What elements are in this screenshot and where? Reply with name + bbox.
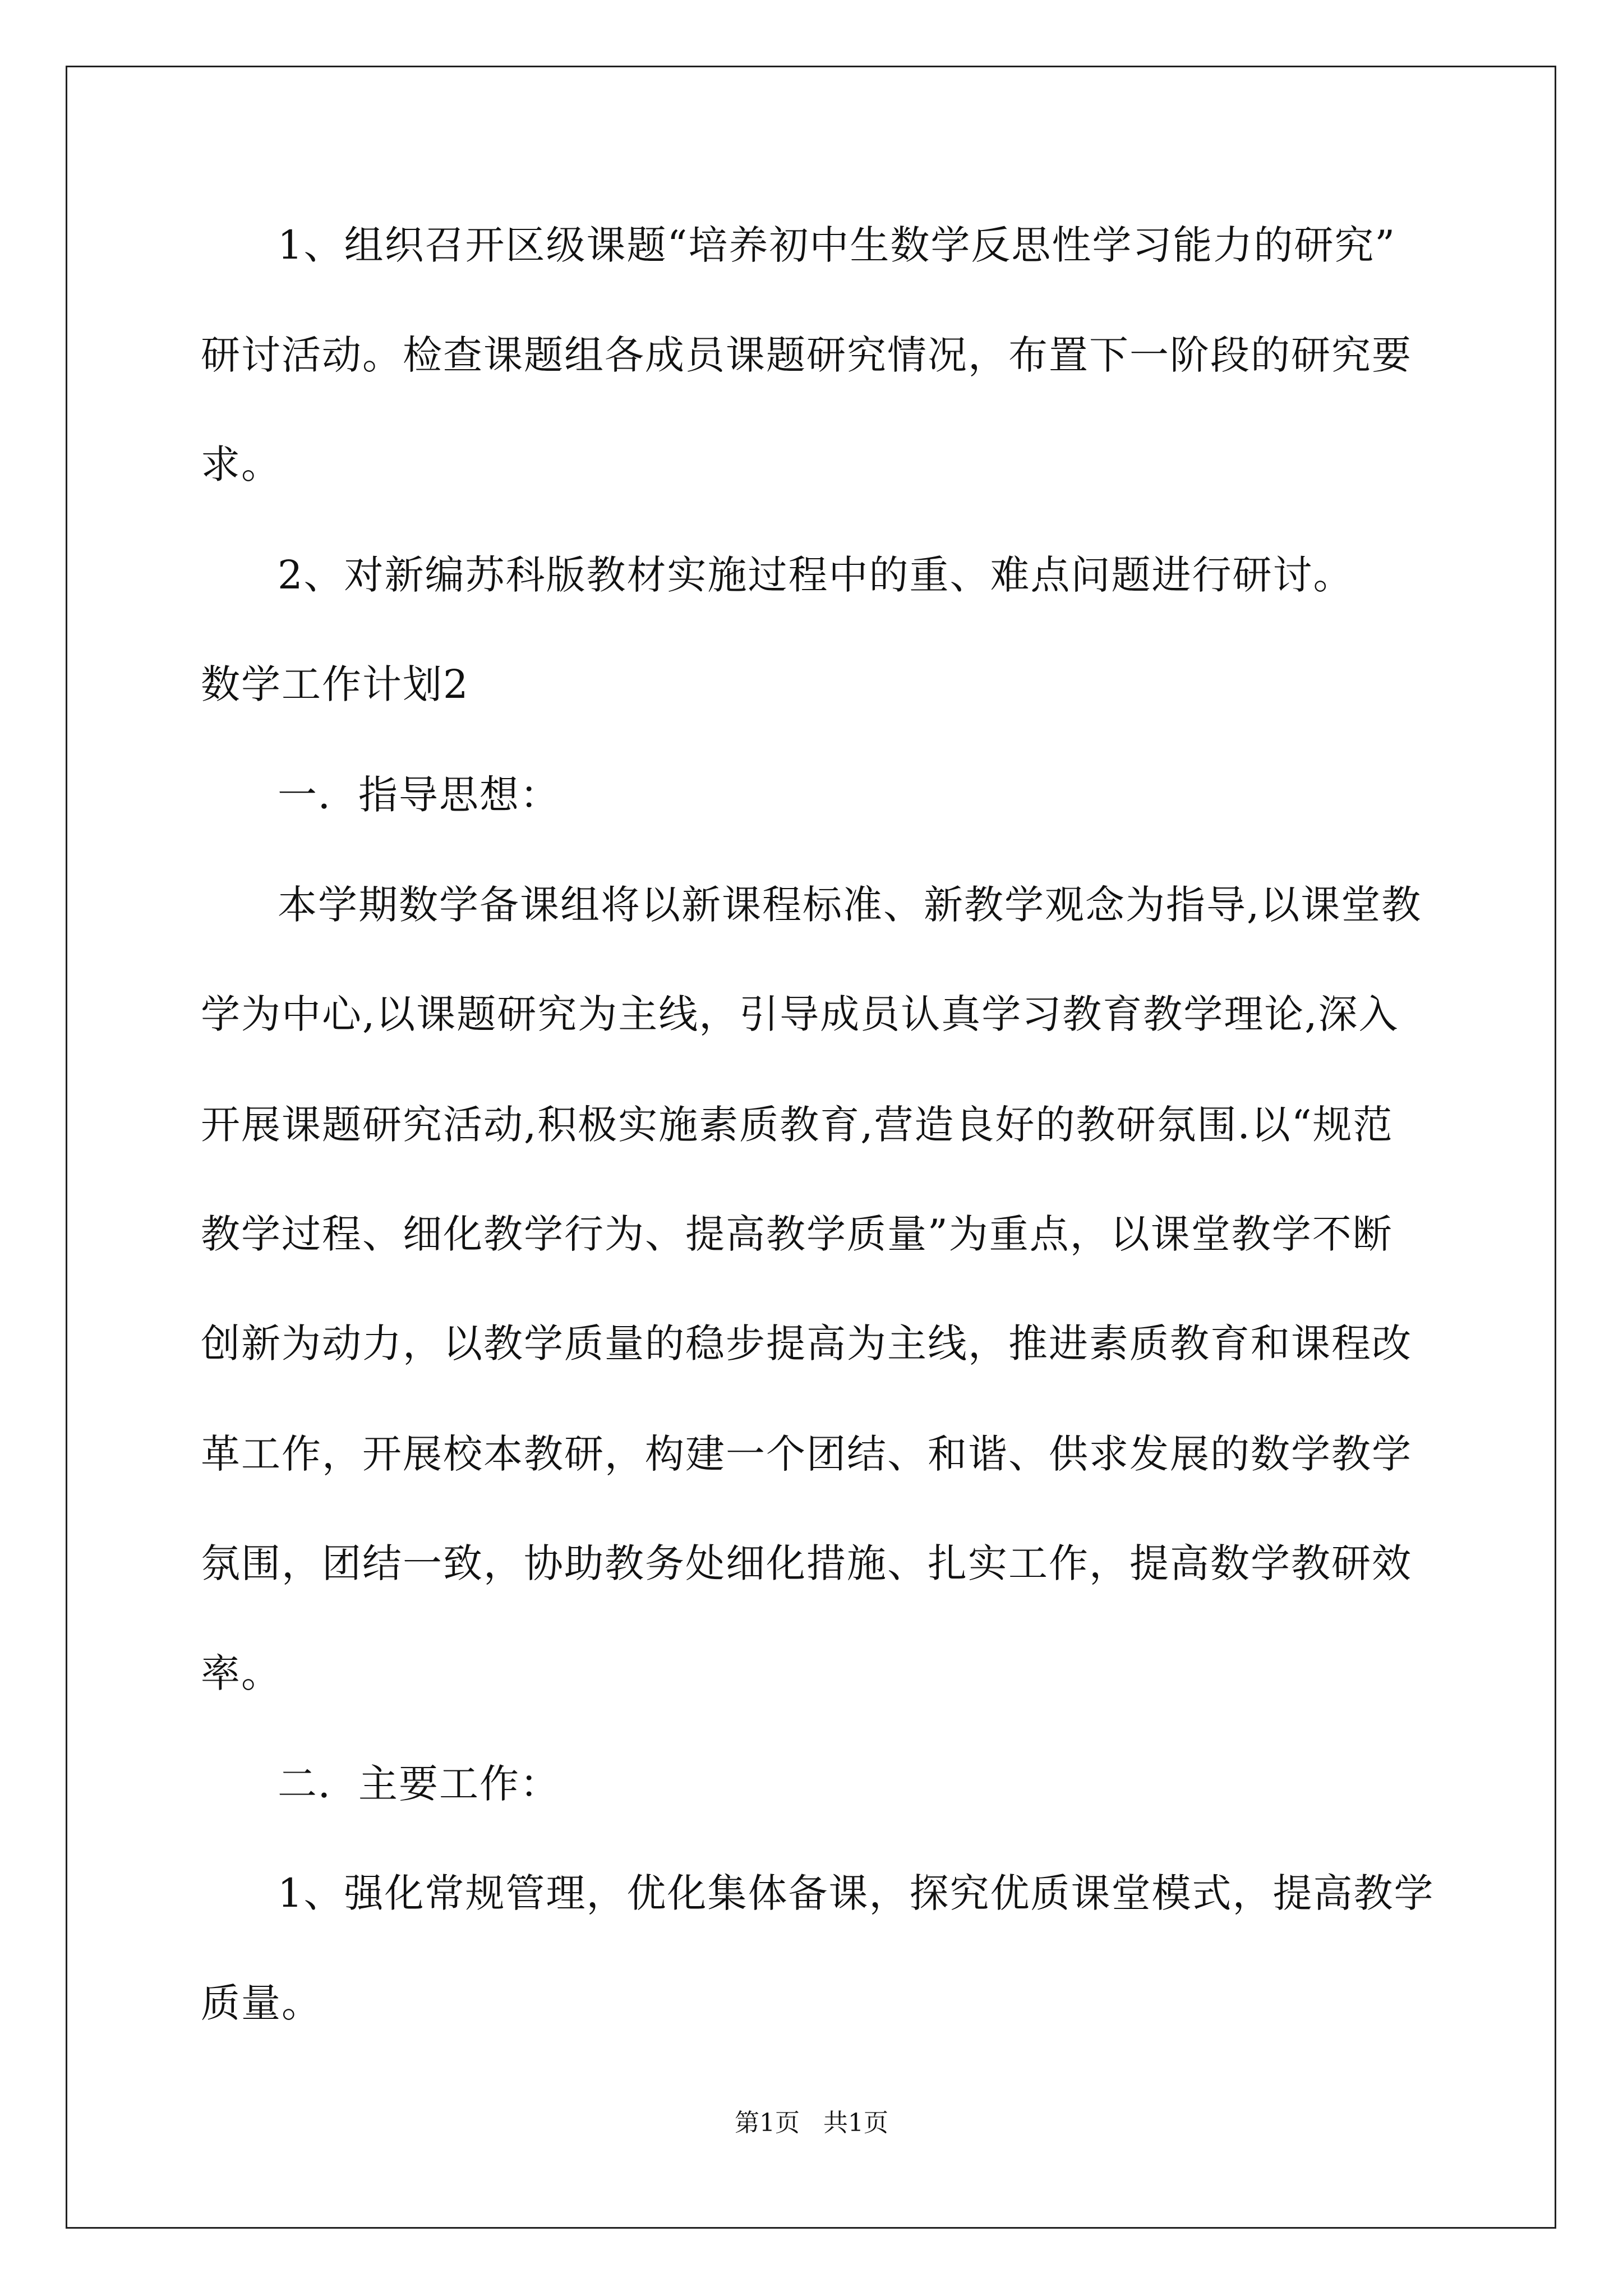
paragraph-line: 教学过程、细化教学行为、提高教学质量”为重点，以课堂教学不断 xyxy=(201,1211,1393,1257)
paragraph-line: 氛围，团结一致，协助教务处细化措施、扎实工作，提高数学教研效 xyxy=(201,1540,1412,1586)
section-heading: 一．指导思想： xyxy=(278,772,560,818)
paragraph-line: 质量。 xyxy=(201,1980,322,2026)
paragraph-line: 革工作，开展校本教研，构建一个团结、和谐、供求发展的数学教学 xyxy=(201,1431,1412,1477)
paragraph-line: 开展课题研究活动,积极实施素质教育,营造良好的教研氛围.以“规范 xyxy=(201,1102,1394,1148)
paragraph-line: 创新为动力，以教学质量的稳步提高为主线，推进素质教育和课程改 xyxy=(201,1320,1412,1366)
paragraph-line: 求。 xyxy=(201,441,282,487)
paragraph-line: 1、强化常规管理，优化集体备课，探究优质课堂模式，提高教学 xyxy=(278,1870,1435,1916)
paragraph-line: 率。 xyxy=(201,1650,282,1696)
paragraph-line: 1、组织召开区级课题“培养初中生数学反思性学习能力的研究” xyxy=(278,222,1396,268)
section-title: 数学工作计划2 xyxy=(201,661,469,707)
paragraph-line: 研讨活动。检查课题组各成员课题研究情况，布置下一阶段的研究要 xyxy=(201,332,1412,378)
page-number: 第1页 共1页 xyxy=(735,2109,888,2137)
paragraph-line: 本学期数学备课组将以新课程标准、新教学观念为指导,以课堂教 xyxy=(278,882,1422,928)
paragraph-line: 2、对新编苏科版教材实施过程中的重、难点问题进行研讨。 xyxy=(278,552,1354,598)
paragraph-line: 学为中心,以课题研究为主线，引导成员认真学习教育教学理论,深入 xyxy=(201,991,1399,1037)
section-heading: 二．主要工作： xyxy=(278,1761,560,1807)
